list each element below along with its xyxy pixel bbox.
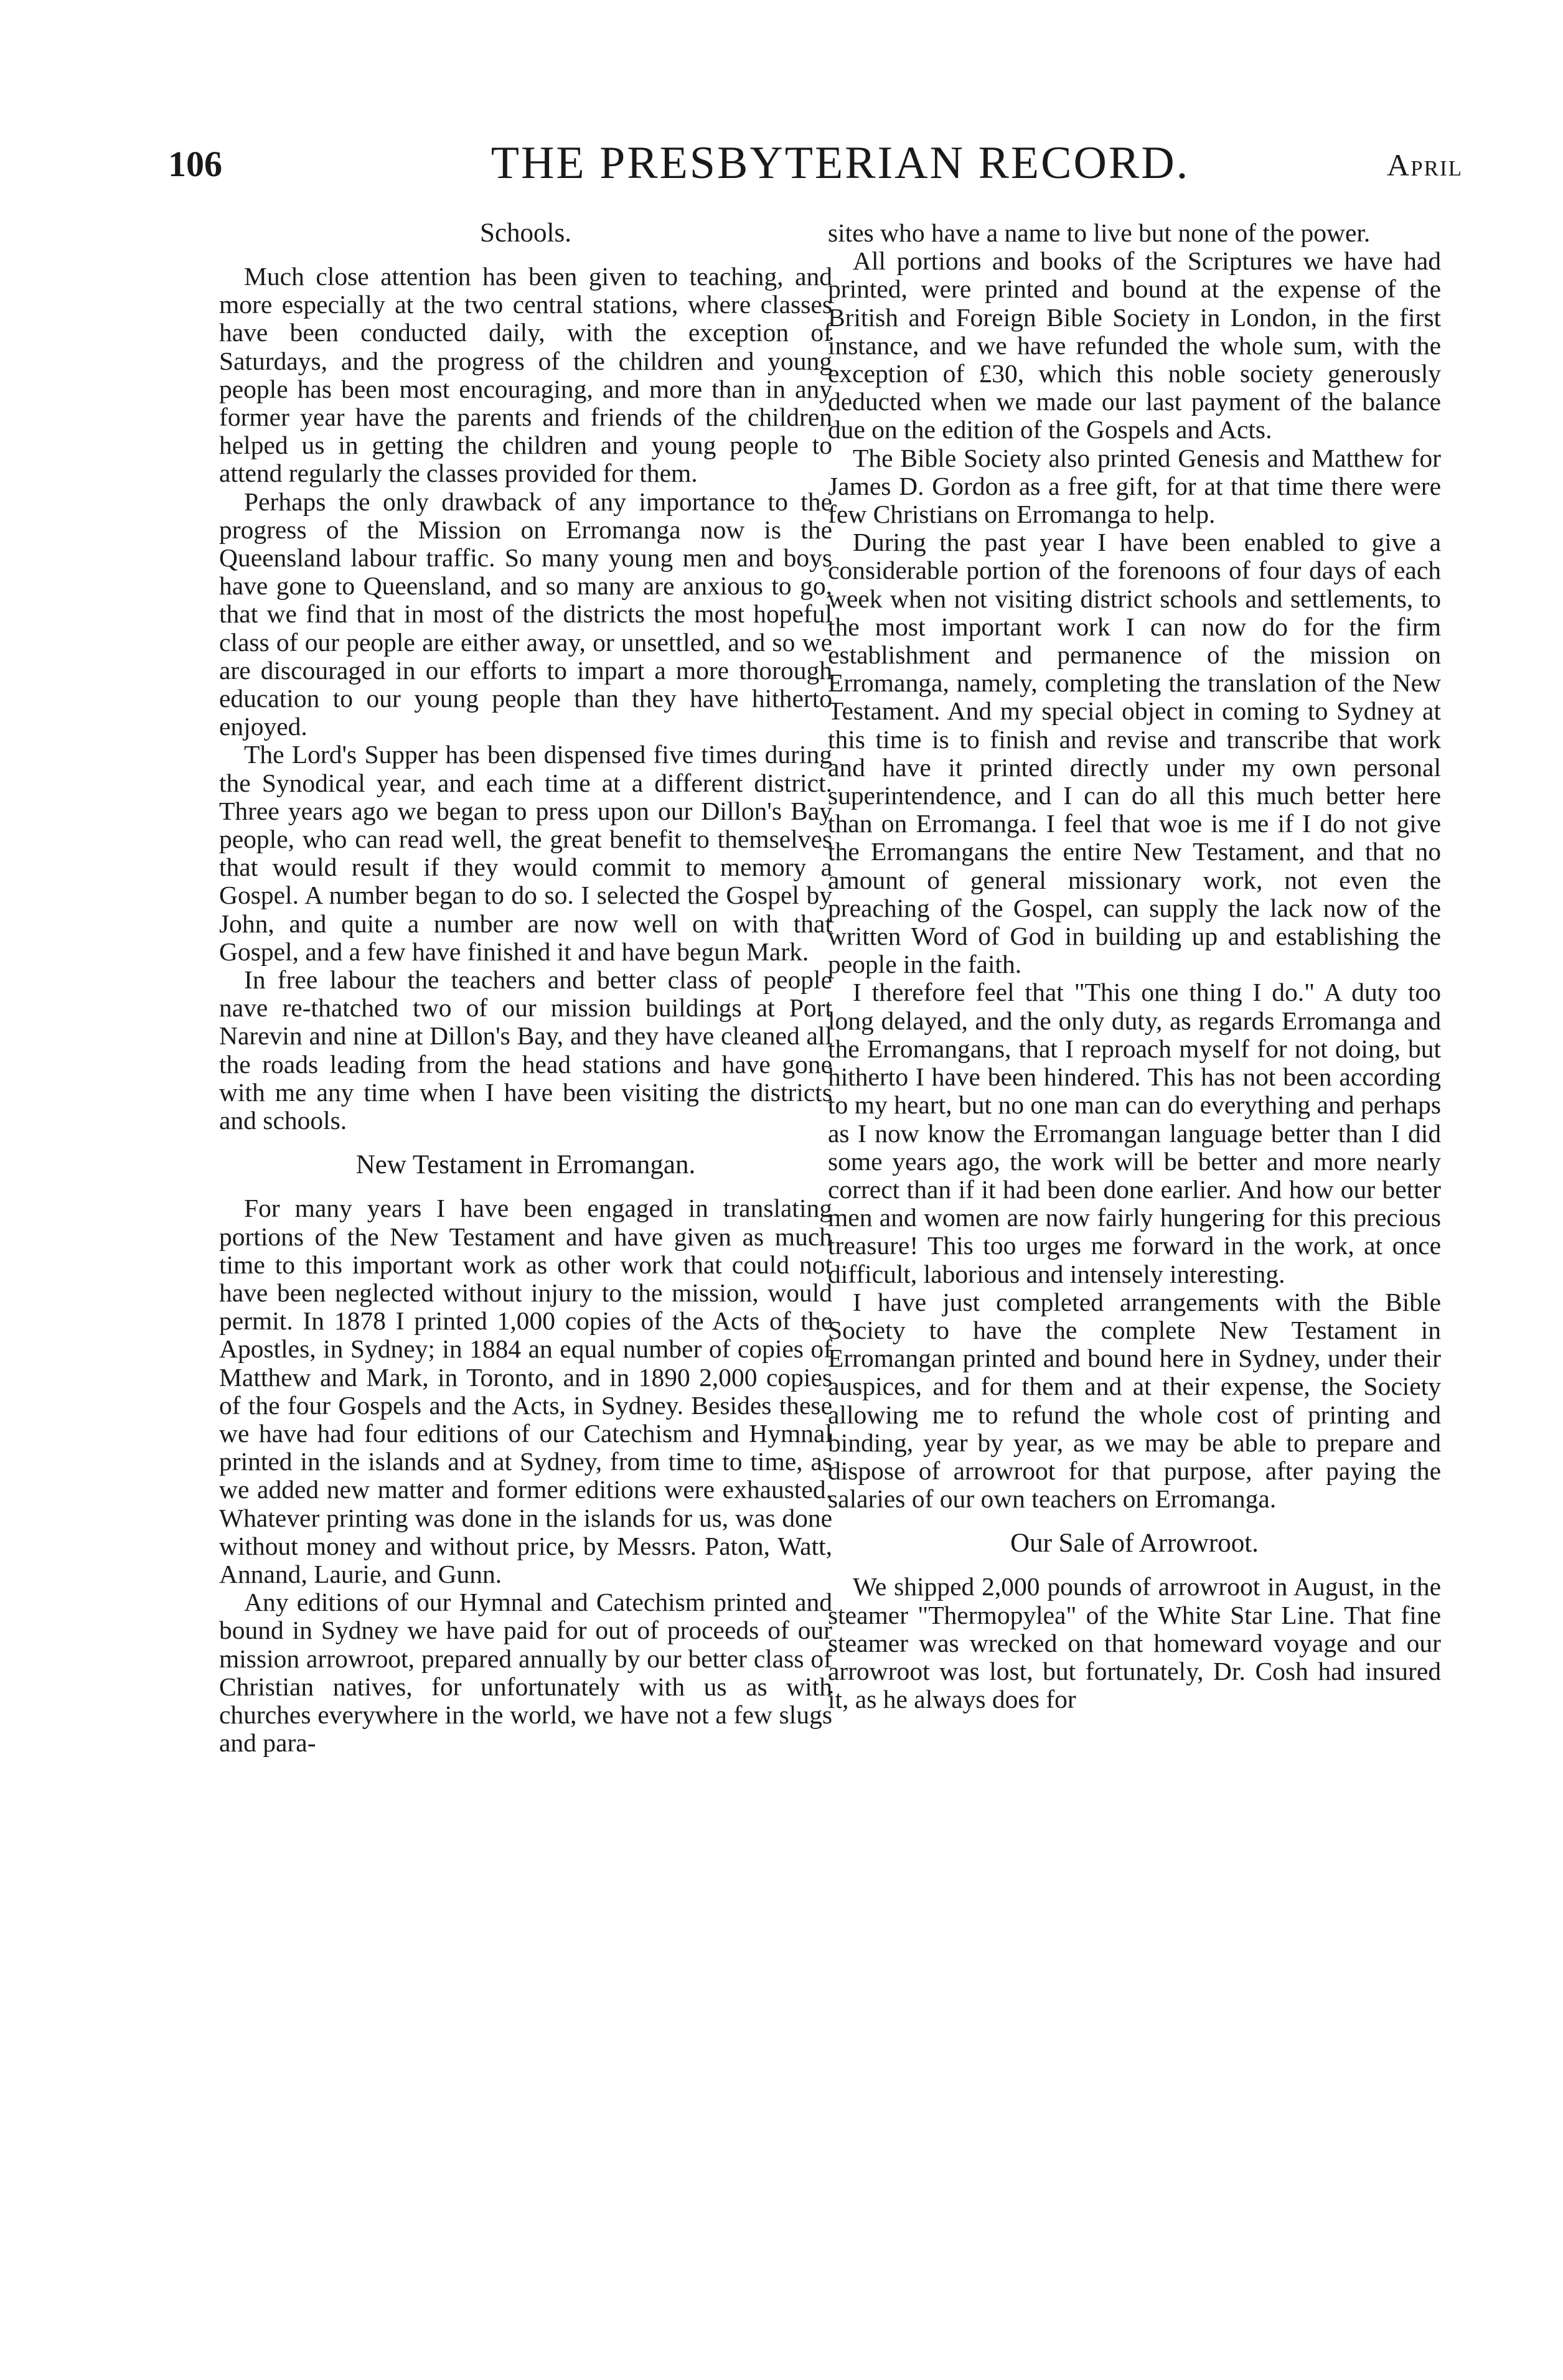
page-header (168, 124, 1463, 193)
arrowroot-paragraph-1: We shipped 2,000 pounds of arrowroot in August, in the steamer "Thermopylea" of the White Star Line. That fine steamer was wrecked on that homeward voyage and our arrowroot was lost, but fortunately, Dr. Cosh had insured it, as he always does for (828, 1572, 1441, 1714)
page-number: 106 (168, 144, 222, 184)
right-paragraph-2: The Bible Society also printed Genesis and Matthew for James D. Gordon as a free gift, for at that time there were few Christians on Erromanga to help. (828, 443, 1441, 529)
schools-heading: Schools. (480, 218, 571, 248)
schools-paragraph-2: Perhaps the only drawback of any importance to the progress of the Mission on Erromanga now is the Queensland labour traffic. So many young men and boys have gone to Queensland, and so many are anxious to go, that we find that in most of the districts the most hopeful class of our people are either away, or unsettled, and so we are discouraged in our efforts to impart a more thorough education to our young people than they have hitherto enjoyed. (219, 487, 832, 741)
arrowroot-heading: Our Sale of Arrowroot. (1010, 1529, 1259, 1558)
issue-month: April (1387, 148, 1463, 182)
schools-paragraph-3: The Lord's Supper has been dispensed five times during the Synodical year, and each time at a different district. Three years ago we began to press upon our Dillon's Bay people, who can read well, the great benefit to themselves that would result if they would commit to memory a Gospel. A number began to do so. I selected the Gospel by John, and quite a number are now well on with that Gospel, and a few have finished it and have begun Mark. (219, 740, 832, 966)
right-column (828, 219, 1441, 1713)
schools-paragraph-1: Much close attention has been given to teaching, and more especially at the two central stations, where classes have been conducted daily, with the exception of Saturdays, and the progress of the children and young people has been most encouraging, and more than in any former year have the parents and friends of the children helped us in getting the children and young people to attend regularly the classes provided for them. (219, 262, 832, 488)
right-paragraph-4: I therefore feel that "This one thing I do." A duty too long delayed, and the only duty, as regards Erromanga and the Erromangans, that I reproach myself for not doing, but hitherto I have been hindered. This has not been according to my heart, but no one man can do everything and perhaps as I now know the Erromangan language better than I did some years ago, the work will be better and more nearly correct than if it had been done earlier. And how our better men and women are now fairly hungering for this precious treasure! This too urges me forward in the work, at once difficult, laborious and intensely interesting. (828, 978, 1441, 1288)
running-title: THE PRESBYTERIAN RECORD. (490, 138, 1190, 189)
right-paragraph-1: All portions and books of the Scriptures we have had printed, were printed and bound at the expense of the British and Foreign Bible Society in London, in the first instance, and we have refunded the whole sum, with the exception of £30, which this noble society generously deducted when we made our last payment of the balance due on the edition of the Gospels and Acts. (828, 246, 1441, 444)
new-testament-heading: New Testament in Erromangan. (355, 1150, 696, 1180)
schools-paragraph-4: In free labour the teachers and better class of people nave re-thatched two of our mission buildings at Port Narevin and nine at Dillon's Bay, and they have cleaned all the roads leading from the head stations and have gone with me any time when I have been visiting the districts and schools. (219, 965, 832, 1135)
new-testament-paragraph-1: For many years I have been engaged in translating portions of the New Testament and have given as much time to this important work as other work that could not have been neglected without injury to the mission, would permit. In 1878 I printed 1,000 copies of the Acts of the Apostles, in Sydney; in 1884 an equal number of copies of Matthew and Mark, in Toronto, and in 1890 2,000 copies of the four Gospels and the Acts, in Sydney. Besides these we have had four editions of our Catechism and Hymnal printed in the islands and at Sydney, from time to time, as we added new matter and former editions were exhausted. Whatever printing was done in the islands for us, was done without money and without price, by Messrs. Paton, Watt, Annand, Laurie, and Gunn. (219, 1194, 832, 1588)
left-column (219, 219, 832, 1757)
right-paragraph-3: During the past year I have been enabled to give a considerable portion of the forenoons of four days of each week when not visiting district schools and settlements, to the most important work I can now do for the firm establishment and permanence of the mission on Erromanga, namely, completing the translation of the New Testament. And my special object in coming to Sydney at this time is to finish and revise and transcribe that work and have it printed directly under my own personal superintendence, and I can do all this much better here than on Erromanga. I feel that woe is me if I do not give the Erromangans the entire New Testament, and that no amount of general missionary work, not even the preaching of the Gospel, can supply the lack now of the written Word of God in building up and establishing the people in the faith. (828, 528, 1441, 979)
continuation-paragraph: sites who have a name to live but none of the power. (828, 218, 1371, 247)
new-testament-paragraph-2: Any editions of our Hymnal and Catechism printed and bound in Sydney we have paid for out of proceeds of our mission arrowroot, prepared annually by our better class of Christian natives, for unfortunately with us as with churches everywhere in the world, we have not a few slugs and para- (219, 1588, 832, 1758)
right-paragraph-5: I have just completed arrangements with the Bible Society to have the complete New Testament in Erromangan printed and bound here in Sydney, under their auspices, and for them and at their expense, the Society allowing me to refund the whole cost of printing and binding, year by year, as we may be able to prepare and dispose of arrowroot for that purpose, after paying the salaries of our own teachers on Erromanga. (828, 1287, 1441, 1514)
